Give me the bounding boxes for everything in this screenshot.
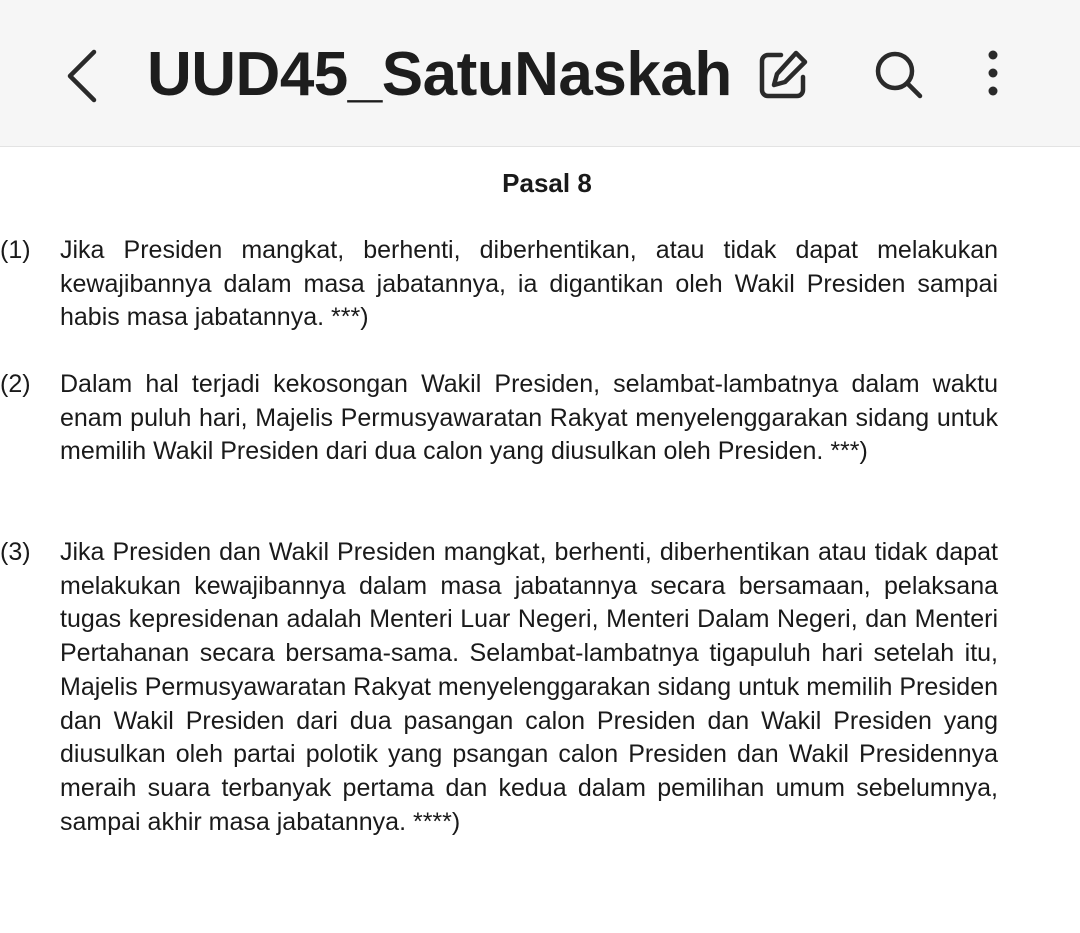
clause-2 — [0, 368, 1000, 504]
article-heading: Pasal 8 — [502, 168, 592, 198]
search-button[interactable] — [864, 40, 934, 110]
document-content — [0, 146, 1080, 933]
more-vertical-icon — [958, 40, 1028, 110]
clause-text: Jika Presiden dan Wakil Presiden mangkat, berhenti, diberhentikan atau tidak dapat melakukan kewajibannya dalam masa jabatannya secara bersamaan, pelaksana tugas kepresidenan adalah Menteri Luar Negeri, Menteri Dalam Negeri, dan Menteri Pertahanan secara bersama-sama. Selambat-lambatnya tigapuluh hari setelah itu, Majelis Permusyawaratan Rakyat menyelenggarakan sidang untuk memilih Presiden dan Wakil Presiden dari dua pasangan calon Presiden dan Wakil Presiden yang diusulkan oleh partai polotik yang psangan calon Presiden dan Wakil Presidennya meraih suara terbanyak pertama dan kedua dalam pemilihan umum sebelumnya, sampai akhir masa jabatannya. ****) — [60, 538, 998, 836]
edit-note-icon — [748, 40, 818, 110]
document-title: UUD45_SatuNaskah — [147, 40, 732, 109]
chevron-left-icon — [58, 44, 114, 108]
clause-text: Jika Presiden mangkat, berhenti, diberhentikan, atau tidak dapat melakukan kewajibannya dalam masa jabatannya, ia digantikan oleh Wakil Presiden sampai habis masa jabatannya. ***) — [60, 236, 998, 332]
clause-number: (2) — [0, 370, 31, 398]
clause-number: (1) — [0, 236, 31, 264]
clause-text: Dalam hal terjadi kekosongan Wakil Presiden, selambat-lambatnya dalam waktu enam puluh hari, Majelis Permusyawaratan Rakyat menyelenggarakan sidang untuk memilih Wakil Presiden dari dua calon yang diusulkan oleh Presiden. ***) — [60, 370, 998, 466]
clause-1 — [0, 234, 1000, 338]
clause-number: (3) — [0, 538, 31, 566]
search-icon — [864, 40, 934, 110]
back-button[interactable] — [58, 44, 114, 108]
app-bar — [0, 0, 1080, 147]
edit-button[interactable] — [748, 40, 818, 110]
more-options-button[interactable] — [958, 40, 1028, 110]
clause-3 — [0, 536, 1000, 876]
